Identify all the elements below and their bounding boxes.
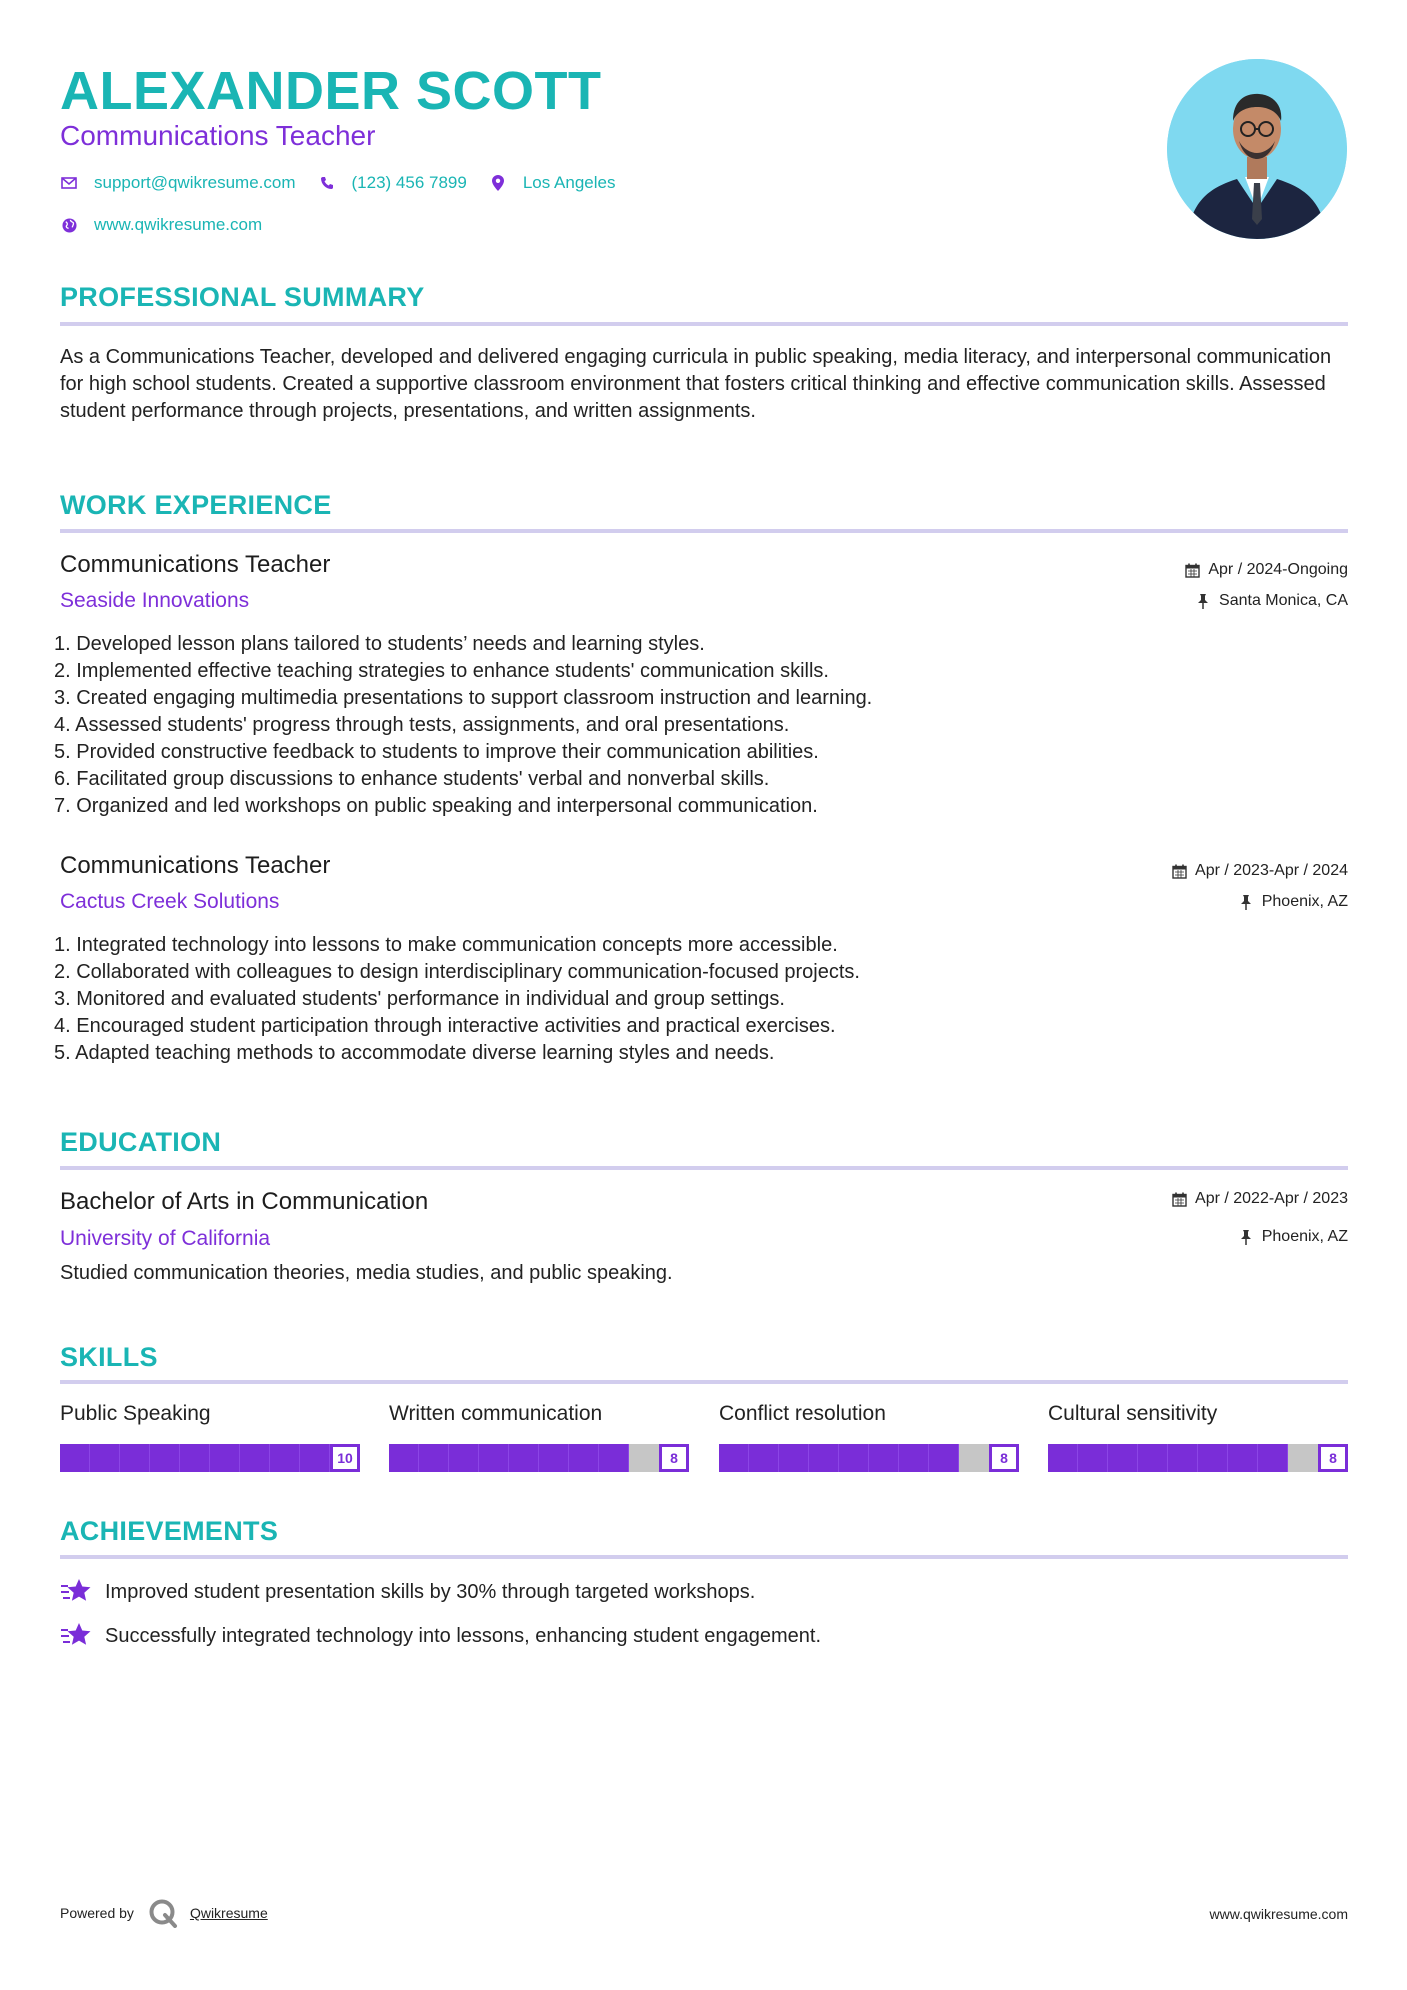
skill-name: Written communication (389, 1402, 603, 1425)
skill-level-segment (719, 1444, 749, 1472)
skill-level-segment (210, 1444, 240, 1472)
contact-row-primary (60, 173, 637, 193)
skill-level-segment (539, 1444, 569, 1472)
skill-level-bar (719, 1444, 1019, 1472)
pushpin-icon (1238, 1229, 1254, 1245)
skill-level-segment (599, 1444, 629, 1472)
job-dates (1184, 561, 1348, 579)
list-item: 3. Created engaging multimedia presentations to support classroom instruction and learning. (54, 687, 873, 709)
skill-level-segment (569, 1444, 599, 1472)
pushpin-icon (1195, 593, 1211, 609)
job-title: Communications Teacher (60, 852, 331, 879)
job-bullets (54, 932, 1294, 1067)
location-text: Los Angeles (522, 173, 616, 192)
experience-divider (60, 529, 1348, 533)
skill-score: 8 (989, 1444, 1019, 1472)
skill-level-segment (809, 1444, 839, 1472)
skill-level-segment (869, 1444, 899, 1472)
skill-level-segment (60, 1444, 90, 1472)
envelope-icon (60, 174, 78, 192)
job-location-text: Phoenix, AZ (1261, 893, 1348, 910)
summary-divider (60, 322, 1348, 326)
skill-level-segment (1108, 1444, 1138, 1472)
list-item: 7. Organized and led workshops on public speaking and interpersonal communication. (54, 795, 818, 817)
list-item: 4. Encouraged student participation through interactive activities and practical exercises. (54, 1015, 836, 1037)
skill-level-segment (479, 1444, 509, 1472)
education-heading: EDUCATION (60, 1127, 222, 1157)
skill-level-segment (1078, 1444, 1108, 1472)
footer-website-link[interactable]: www.qwikresume.com (1209, 1906, 1348, 1922)
education-dates (1171, 1190, 1348, 1208)
skill-level-segment (1228, 1444, 1258, 1472)
job-location (1195, 592, 1348, 610)
skill-level-segment (899, 1444, 929, 1472)
summary-text: As a Communications Teacher, developed and delivered engaging curricula in public speaking, media literacy, and interpersonal communication for high school students. Created a supportive classroom environment that fosters critical thinking and effective communication skills. Assessed student performance through projects, presentations, and written assignments. (60, 346, 1332, 422)
job-dates-text: Apr / 2023-Apr / 2024 (1195, 862, 1348, 879)
skill-level-segment (449, 1444, 479, 1472)
education-divider (60, 1166, 1348, 1170)
list-item: 6. Facilitated group discussions to enhance students' verbal and nonverbal skills. (54, 768, 770, 790)
list-item: 4. Assessed students' progress through tests, assignments, and oral presentations. (54, 714, 790, 736)
education-location (1238, 1228, 1348, 1246)
skills-heading: SKILLS (60, 1342, 158, 1372)
list-item: 1. Integrated technology into lessons to make communication concepts more accessible. (54, 934, 838, 956)
achievement-item (60, 1621, 821, 1651)
skill-level-segment (629, 1444, 659, 1472)
skill-level-segment (779, 1444, 809, 1472)
list-item: 1. Developed lesson plans tailored to students’ needs and learning styles. (54, 633, 705, 655)
skill-item (389, 1402, 689, 1472)
achievement-text: Improved student presentation skills by 30% through targeted workshops. (105, 1580, 756, 1603)
skill-level-segment (839, 1444, 869, 1472)
job-location-text: Santa Monica, CA (1219, 592, 1348, 609)
skill-level-segment (150, 1444, 180, 1472)
candidate-name: ALEXANDER SCOTT (60, 61, 602, 121)
skill-score: 8 (659, 1444, 689, 1472)
skill-name: Cultural sensitivity (1048, 1402, 1218, 1425)
list-item: 5. Adapted teaching methods to accommodate diverse learning styles and needs. (54, 1042, 775, 1064)
summary-heading: PROFESSIONAL SUMMARY (60, 282, 425, 312)
skills-divider (60, 1380, 1348, 1384)
pushpin-icon (1238, 894, 1254, 910)
skill-score: 8 (1318, 1444, 1348, 1472)
job-dates-text: Apr / 2024-Ongoing (1208, 561, 1348, 578)
calendar-icon (1171, 1191, 1187, 1207)
job-title: Communications Teacher (60, 551, 331, 578)
job-dates (1171, 862, 1348, 880)
phone-number[interactable]: (123) 456 7899 (351, 173, 467, 192)
skill-level-segment (1288, 1444, 1318, 1472)
skill-item (60, 1402, 360, 1472)
candidate-role: Communications Teacher (60, 120, 376, 151)
qwikresume-link[interactable]: Qwikresume (189, 1905, 268, 1921)
website-link[interactable]: www.qwikresume.com (94, 215, 263, 234)
job-company: Seaside Innovations (60, 589, 250, 612)
job-location (1238, 893, 1348, 911)
skill-level-segment (1048, 1444, 1078, 1472)
skill-level-segment (300, 1444, 330, 1472)
skill-name: Public Speaking (60, 1402, 211, 1425)
skill-item (1048, 1402, 1348, 1472)
job-bullets (54, 631, 1294, 820)
skill-item (719, 1402, 1019, 1472)
achievements-heading: ACHIEVEMENTS (60, 1516, 279, 1546)
education-location-text: Phoenix, AZ (1261, 1228, 1348, 1245)
skill-level-segment (1198, 1444, 1228, 1472)
list-item: 5. Provided constructive feedback to students to improve their communication abilities. (54, 741, 819, 763)
skill-level-segment (1138, 1444, 1168, 1472)
powered-by-label: Powered by (60, 1905, 134, 1921)
footer-powered-by (60, 1898, 268, 1928)
experience-heading: WORK EXPERIENCE (60, 490, 332, 520)
skill-level-segment (959, 1444, 989, 1472)
skill-level-segment (90, 1444, 120, 1472)
achievement-text: Successfully integrated technology into lessons, enhancing student engagement. (105, 1624, 822, 1647)
school-name: University of California (60, 1227, 271, 1250)
calendar-icon (1171, 863, 1187, 879)
skill-level-segment (749, 1444, 779, 1472)
skill-level-bar (1048, 1444, 1348, 1472)
list-item: 2. Collaborated with colleagues to design interdisciplinary communication-focused projects. (54, 961, 860, 983)
education-description: Studied communication theories, media studies, and public speaking. (60, 1262, 673, 1284)
list-item: 2. Implemented effective teaching strategies to enhance students' communication skills. (54, 660, 829, 682)
calendar-icon (1184, 562, 1200, 578)
list-item: 3. Monitored and evaluated students' performance in individual and group settings. (54, 988, 785, 1010)
skill-level-segment (1258, 1444, 1288, 1472)
map-pin-icon (489, 174, 507, 192)
skill-score: 10 (330, 1444, 360, 1472)
achievements-divider (60, 1555, 1348, 1559)
education-dates-text: Apr / 2022-Apr / 2023 (1195, 1190, 1348, 1207)
job-company: Cactus Creek Solutions (60, 890, 280, 913)
skill-level-segment (240, 1444, 270, 1472)
degree-title: Bachelor of Arts in Communication (60, 1188, 429, 1215)
star-icon (60, 1577, 92, 1607)
star-icon (60, 1621, 92, 1651)
globe-icon (60, 216, 78, 234)
contact-row-secondary (60, 215, 284, 235)
skill-level-bar (60, 1444, 360, 1472)
skill-level-segment (270, 1444, 300, 1472)
phone-icon (318, 174, 336, 192)
skill-level-bar (389, 1444, 689, 1472)
qwikresume-logo-icon (148, 1898, 178, 1928)
profile-photo (1167, 59, 1347, 239)
skill-level-segment (1168, 1444, 1198, 1472)
skill-level-segment (419, 1444, 449, 1472)
skill-name: Conflict resolution (719, 1402, 886, 1425)
skill-level-segment (509, 1444, 539, 1472)
achievement-item (60, 1577, 755, 1607)
email-link[interactable]: support@qwikresume.com (94, 173, 296, 192)
skill-level-segment (120, 1444, 150, 1472)
skill-level-segment (180, 1444, 210, 1472)
skill-level-segment (929, 1444, 959, 1472)
skill-level-segment (389, 1444, 419, 1472)
